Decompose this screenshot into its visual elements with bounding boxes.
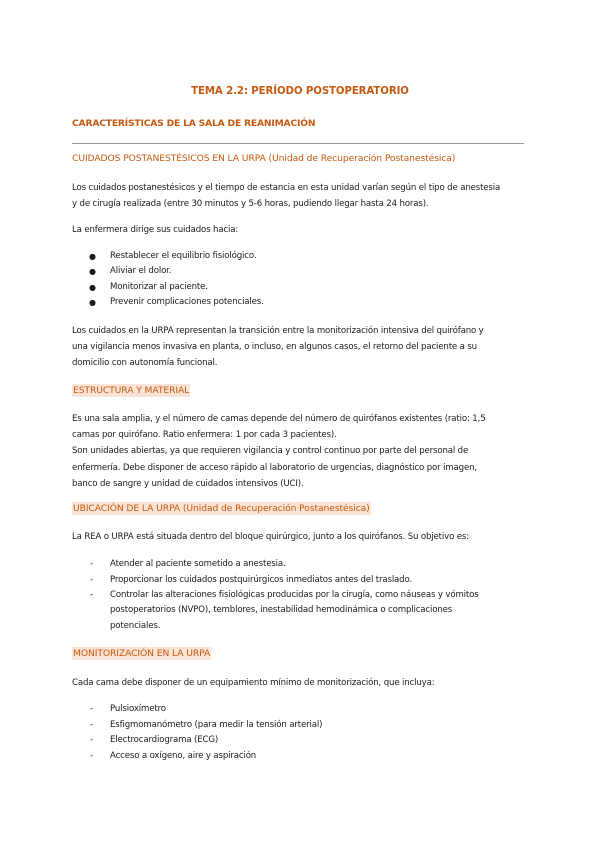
text-line: Los cuidados en la URPA representan la transición entre la monitorización intensiva del quirófano y [72,326,484,336]
list-item-text: Atender al paciente sometido a anestesia. [110,559,286,569]
dash-marker: - [90,559,93,569]
list-item-text: Prevenir complicaciones potenciales. [110,297,264,307]
bullet-marker: ● [89,252,96,261]
text-line: domicilio con autonomía funcional. [72,358,218,369]
list-item-text: Electrocardiograma (ECG) [110,735,219,745]
text-line: potenciales. [110,620,161,631]
cuidados-paragraph-2 [72,323,528,372]
bullet-marker: ● [89,298,96,307]
cuidados-paragraph-1 [72,180,528,212]
list-item-text: Esfigmomanómetro (para medir la tensión arterial) [110,720,323,730]
dash-marker: - [90,751,93,761]
text-line: Es una sala amplia, y el número de camas depende del número de quirófanos existentes (ratio: 1,5 [72,414,486,424]
bullet-marker: ● [89,267,96,276]
estructura-heading: ESTRUCTURA Y MATERIAL [73,385,190,396]
section-heading: CARACTERÍSTICAS DE LA SALA DE REANIMACIÓN [72,118,316,129]
text-line: Son unidades abiertas, ya que requieren vigilancia y control continuo por parte del personal de [72,446,469,457]
bullet-marker: ● [89,283,96,292]
section-divider [72,143,524,144]
text-line: y de cirugía realizada (entre 30 minutos y 5-6 horas, pudiendo llegar hasta 24 horas). [72,199,429,210]
dash-marker: - [90,704,93,714]
page-title: TEMA 2.2: PERÍODO POSTOPERATORIO [191,86,409,97]
ubicacion-heading: UBICACIÓN DE LA URPA (Unidad de Recuperación Postanestésica) [73,503,370,514]
text-line: Los cuidados postanestésicos y el tiempo de estancia en esta unidad varían según el tipo de anestesia [72,183,501,193]
text-line: enfermería. Debe disponer de acceso rápido al laboratorio de urgencias, diagnóstico por imagen, [72,462,477,473]
list-item-text: Monitorizar al paciente. [110,282,208,292]
text-line: banco de sangre y unidad de cuidados intensivos (UCI). [72,478,304,489]
monitorizacion-intro: Cada cama debe disponer de un equipamiento mínimo de monitorización, que incluya: [72,678,435,688]
list-item-text: Acceso a oxígeno, aire y aspiración [110,751,257,761]
monitorizacion-heading: MONITORIZACIÓN EN LA URPA [73,648,211,659]
dash-marker: - [90,590,93,600]
list-item-text: Proporcionar los cuidados postquirúrgicos inmediatos antes del traslado. [110,575,413,585]
text-line: una vigilancia menos invasiva en planta, o incluso, en algunos casos, el retorno del paciente a su [72,342,477,353]
text-line: postoperatorios (NVPO), temblores, inestabilidad hemodinámica o complicaciones [110,605,453,616]
text-line: camas por quirófano. Ratio enfermera: 1 por cada 3 pacientes). [72,430,337,441]
ubicacion-intro: La REA o URPA está situada dentro del bloque quirúrgico, junto a los quirófanos. Su objetivo es: [72,532,469,542]
list-item-text: Aliviar el dolor. [110,266,172,276]
text-line: Controlar las alteraciones fisiológicas producidas por la cirugía, como náuseas y vómitos [110,590,479,600]
list-item-text: Pulsioxímetro [110,704,166,714]
list-item-text: Restablecer el equilibrio fisiológico. [110,251,257,261]
dash-marker: - [90,735,93,745]
dash-marker: - [90,720,93,730]
dash-marker: - [90,575,93,585]
cuidados-heading: CUIDADOS POSTANESTÉSICOS EN LA URPA (Unidad de Recuperación Postanestésica) [72,153,456,164]
cuidados-intro: La enfermera dirige sus cuidados hacia: [72,225,239,235]
list-item-text [110,588,528,634]
estructura-paragraph [72,411,528,492]
